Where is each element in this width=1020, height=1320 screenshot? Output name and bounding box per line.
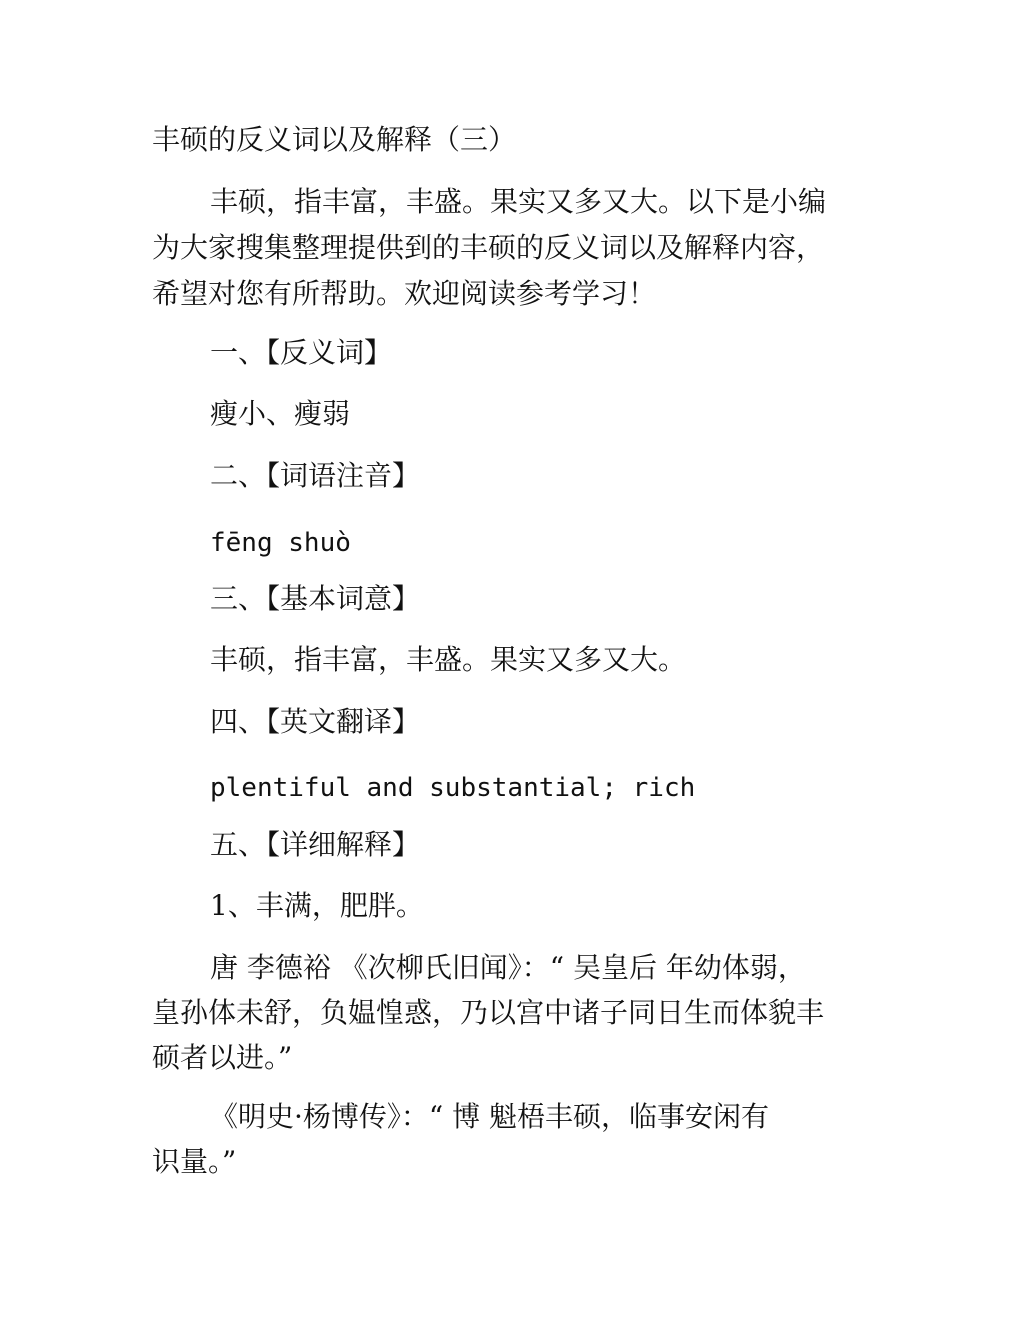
antonym-heading: 一、【反义词】: [210, 336, 393, 369]
quote1-line-2: 皇孙体未舒，负媪惶惑，乃以宫中诸子同日生而体貌丰: [152, 996, 825, 1029]
detail-item: 1、丰满，肥胖。: [210, 889, 424, 922]
english-value: plentiful and substantial; rich: [210, 773, 696, 803]
intro-line-3: 希望对您有所帮助。欢迎阅读参考学习！: [152, 277, 657, 310]
intro-line-2: 为大家搜集整理提供到的丰硕的反义词以及解释内容，: [152, 231, 825, 264]
antonym-value: 瘦小、瘦弱: [210, 397, 351, 430]
meaning-value: 丰硕，指丰富，丰盛。果实又多又大。: [210, 643, 687, 676]
pinyin-heading: 二、【词语注音】: [210, 459, 421, 492]
intro-line-1: 丰硕，指丰富，丰盛。果实又多又大。以下是小编: [210, 185, 827, 218]
english-heading: 四、【英文翻译】: [210, 705, 421, 738]
quote1-line-1: 唐 李德裕 《次柳氏旧闻》：“ 吴皇后 年幼体弱，: [210, 951, 806, 984]
quote1-line-3: 硕者以进。”: [152, 1041, 293, 1074]
pinyin-value: fēng shuò: [210, 528, 351, 558]
meaning-heading: 三、【基本词意】: [210, 582, 421, 615]
detail-heading: 五、【详细解释】: [210, 828, 421, 861]
quote2-line-1: 《明史·杨博传》：“ 博 魁梧丰硕，临事安闲有: [210, 1100, 770, 1133]
document-title: 丰硕的反义词以及解释（三）: [152, 123, 517, 156]
quote2-line-2: 识量。”: [152, 1145, 237, 1178]
